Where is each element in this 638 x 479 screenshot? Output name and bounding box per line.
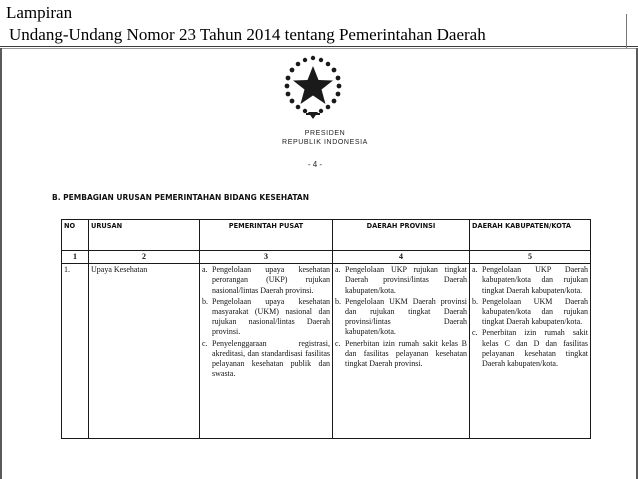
header-lampiran: Lampiran [6,3,73,22]
item-text: Penerbitan izin rumah sakit kelas B dan fasilitas pelayanan kesehatan tingkat Daerah provinsi. [345,338,467,369]
column-number: 5 [470,251,591,264]
item-text: Pengelolaan UKM Daerah kabupaten/kota dan rujukan tingkat Daerah kabupaten/kota. [482,296,588,327]
letterhead [270,129,380,147]
list-item [202,297,330,338]
header-corner-mark [626,14,627,48]
cell-daerah-kabupaten [470,264,591,439]
item-letter: b. [202,296,208,306]
division-table [61,219,591,439]
item-text: Pengelolaan UKP rujukan tingkat Daerah provinsi/lintas Daerah kabupaten/kota. [345,265,467,295]
left-border [0,48,2,479]
item-text: Pengelolaan upaya kesehatan masyarakat (UKM) nasional dan rujukan nasional/lintas Daerah provinsi. [212,296,330,337]
item-letter: b. [472,296,478,306]
list-item [335,297,467,338]
table-number-row [62,251,591,264]
list-item [472,328,588,369]
letterhead-republic: REPUBLIK INDONESIA [282,139,368,146]
header-daerah-provinsi: DAERAH PROVINSI [333,220,470,251]
column-number: 1 [62,251,89,264]
row-no: 1. [62,264,89,439]
item-text: Penyelenggaraan registrasi, akreditasi, dan standardisasi fasilitas pelayanan kesehatan publik dan swasta. [212,338,330,379]
item-text: Pengelolaan UKM Daerah provinsi dan rujukan tingkat Daerah provinsi/lintas Daerah kabupaten/kota. [345,296,467,337]
cell-daerah-provinsi [333,264,470,439]
column-number: 3 [200,251,333,264]
list-item [202,339,330,380]
item-letter: c. [335,338,341,348]
column-number: 4 [333,251,470,264]
item-text: Pengelolaan upaya kesehatan perorangan (UKP) rujukan nasional/lintas Daerah provinsi. [212,265,330,295]
header-daerah-kabupaten: DAERAH KABUPATEN/KOTA [470,220,591,251]
column-number: 2 [89,251,200,264]
list-item [472,265,588,296]
list-item [202,265,330,296]
header-divider [0,46,638,47]
header-law-title: Undang-Undang Nomor 23 Tahun 2014 tentang Pemerintahan Daerah [9,25,486,44]
table-row [62,264,591,439]
header-no: NO [62,220,89,251]
star-icon [293,66,333,104]
list-item [335,339,467,370]
item-text: Pengelolaan UKP Daerah kabupaten/kota dan rujukan tingkat Daerah kabupaten/kota. [482,265,588,295]
letterhead-president: PRESIDEN [304,130,346,137]
header-pemerintah-pusat: PEMERINTAH PUSAT [200,220,333,251]
item-letter: c. [472,328,478,338]
garuda-star-emblem-icon [282,54,344,120]
item-letter: a. [472,265,478,275]
item-letter: b. [335,296,341,306]
item-letter: a. [335,265,341,275]
table-header-row [62,220,591,251]
item-letter: a. [202,265,208,275]
header-divider-light [0,48,638,49]
item-text: Penerbitan izin rumah sakit kelas C dan D dan fasilitas pelayanan kesehatan tingkat Daerah kabupaten/kota. [482,328,588,369]
page-number: - 4 - [307,160,323,169]
list-item [472,297,588,328]
cell-pemerintah-pusat [200,264,333,439]
header-urusan: URUSAN [89,220,200,251]
item-letter: c. [202,338,208,348]
list-item [335,265,467,296]
section-title: B. PEMBAGIAN URUSAN PEMERINTAHAN BIDANG KESEHATAN [52,193,309,202]
row-urusan: Upaya Kesehatan [89,264,200,439]
